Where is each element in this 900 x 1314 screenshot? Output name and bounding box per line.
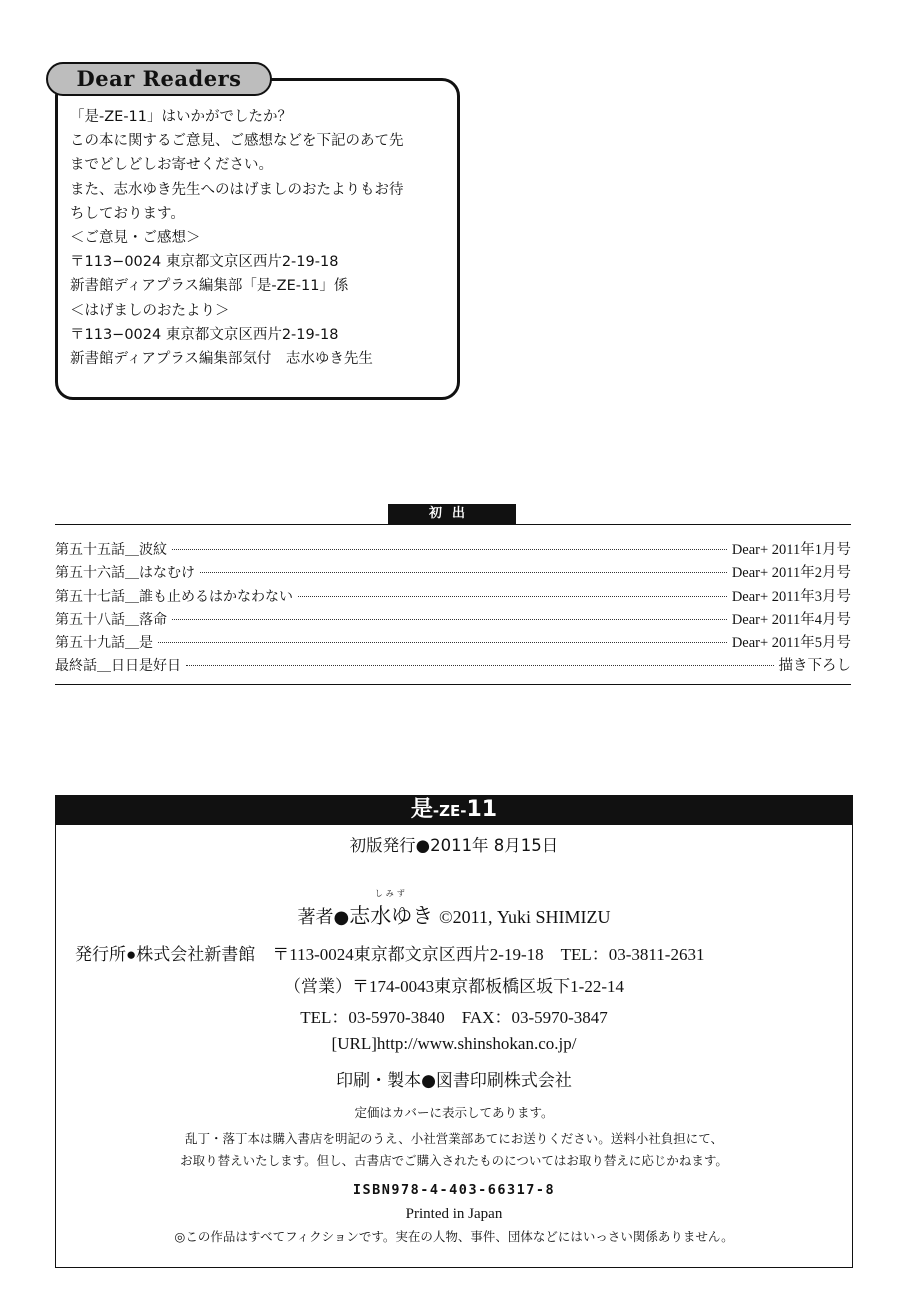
dot-leader <box>172 549 727 550</box>
book-title-main: 是 <box>410 797 433 822</box>
printer-line: 印刷・製本●図書印刷株式会社 <box>336 1071 572 1091</box>
tel-fax-line: TEL：03-5970-3840 FAX：03-5970-3847 <box>300 1008 608 1027</box>
exchange-notice: お取り替えいたします。但し、古書店でご購入されたものについてはお取り替えに応じかねます。 <box>180 1153 728 1168</box>
dear-readers-line: ＜はげましのおたより＞ <box>70 302 230 319</box>
publisher-line: 発行所●株式会社新書館 〒113-0024東京都文京区西片2-19-18 TEL：03-3811-2631 <box>75 945 705 964</box>
chapter-title: 第五十六話＿はなむけ <box>55 565 195 582</box>
divider <box>55 524 851 525</box>
dear-readers-text <box>70 105 460 371</box>
divider <box>55 684 851 685</box>
chapter-source: Dear+ 2011年1月号 <box>731 542 851 558</box>
sales-office-line: （営業）〒174-0043東京都板橋区坂下1-22-14 <box>284 977 624 996</box>
first-appearance-list <box>55 538 851 678</box>
dear-readers-line: ＜ご意見・ご感想＞ <box>70 229 201 246</box>
author-name-wrap <box>349 889 434 930</box>
dear-readers-heading: Dear Readers <box>46 62 272 96</box>
isbn: ISBN978-4-403-66317-8 <box>352 1182 556 1198</box>
edition-date: 初版発行●2011年 8月15日 <box>349 836 559 855</box>
printed-in: Printed in Japan <box>405 1206 503 1222</box>
dear-readers-line: 新書館ディアプラス編集部「是-ZE-11」係 <box>70 278 349 295</box>
url-line: [URL]http://www.shinshokan.co.jp/ <box>331 1034 577 1053</box>
dot-leader <box>200 572 727 573</box>
chapter-source: Dear+ 2011年3月号 <box>731 588 851 605</box>
colophon-title <box>55 795 853 825</box>
dear-readers-line: までどしどしお寄せください。 <box>70 157 273 174</box>
chapter-title: 第五十九話＿是 <box>55 635 153 652</box>
copyright: ©2011, Yuki SHIMIZU <box>438 907 611 927</box>
author-name: 志水ゆき <box>349 904 434 928</box>
dear-readers-line: 新書館ディアプラス編集部気付 志水ゆき先生 <box>70 350 373 367</box>
list-item <box>55 538 851 561</box>
dear-readers-line: 〒113−0024 東京都文京区西片2-19-18 <box>70 254 339 271</box>
dear-readers-line: ちしております。 <box>70 205 185 222</box>
chapter-title: 第五十七話＿誰も止めるはかなわない <box>55 588 293 605</box>
fiction-notice: ◎この作品はすべてフィクションです。実在の人物、事件、団体などにはいっさい関係ありません。 <box>174 1229 734 1244</box>
list-item <box>55 561 851 584</box>
dot-leader <box>158 642 727 643</box>
chapter-source: 描き下ろし <box>778 658 851 675</box>
dot-leader <box>172 619 727 620</box>
author-label: 著者● <box>297 907 350 928</box>
author-line <box>55 889 853 930</box>
dear-readers-line: この本に関するご意見、ご感想などを下記のあて先 <box>70 133 404 150</box>
chapter-title: 第五十五話＿波紋 <box>55 542 167 558</box>
book-title-number: 11 <box>466 797 498 822</box>
chapter-source: Dear+ 2011年4月号 <box>731 611 851 628</box>
exchange-notice: 乱丁・落丁本は購入書店を明記のうえ、小社営業部あてにお送りください。送料小社負担にて、 <box>184 1131 723 1146</box>
dear-readers-line: 「是-ZE-11」はいかがでしたか？ <box>70 109 293 125</box>
book-title-sub: -ZE- <box>432 802 467 820</box>
list-item <box>55 608 851 631</box>
list-item <box>55 631 851 654</box>
list-item <box>55 654 851 677</box>
price-notice: 定価はカバーに表示してあります。 <box>354 1105 554 1120</box>
list-item <box>55 585 851 608</box>
dot-leader <box>298 596 727 597</box>
chapter-title: 最終話＿日日是好日 <box>55 658 181 675</box>
dear-readers-line: 〒113−0024 東京都文京区西片2-19-18 <box>70 326 339 343</box>
chapter-title: 第五十八話＿落命 <box>55 611 167 628</box>
chapter-source: Dear+ 2011年5月号 <box>731 635 851 652</box>
first-appearance-label: 初出 <box>388 504 516 524</box>
dear-readers-line: また、志水ゆき先生へのはげましのおたよりもお待 <box>70 181 404 198</box>
dot-leader <box>186 665 774 666</box>
chapter-source: Dear+ 2011年2月号 <box>731 565 851 582</box>
author-ruby: しみず <box>374 889 408 898</box>
